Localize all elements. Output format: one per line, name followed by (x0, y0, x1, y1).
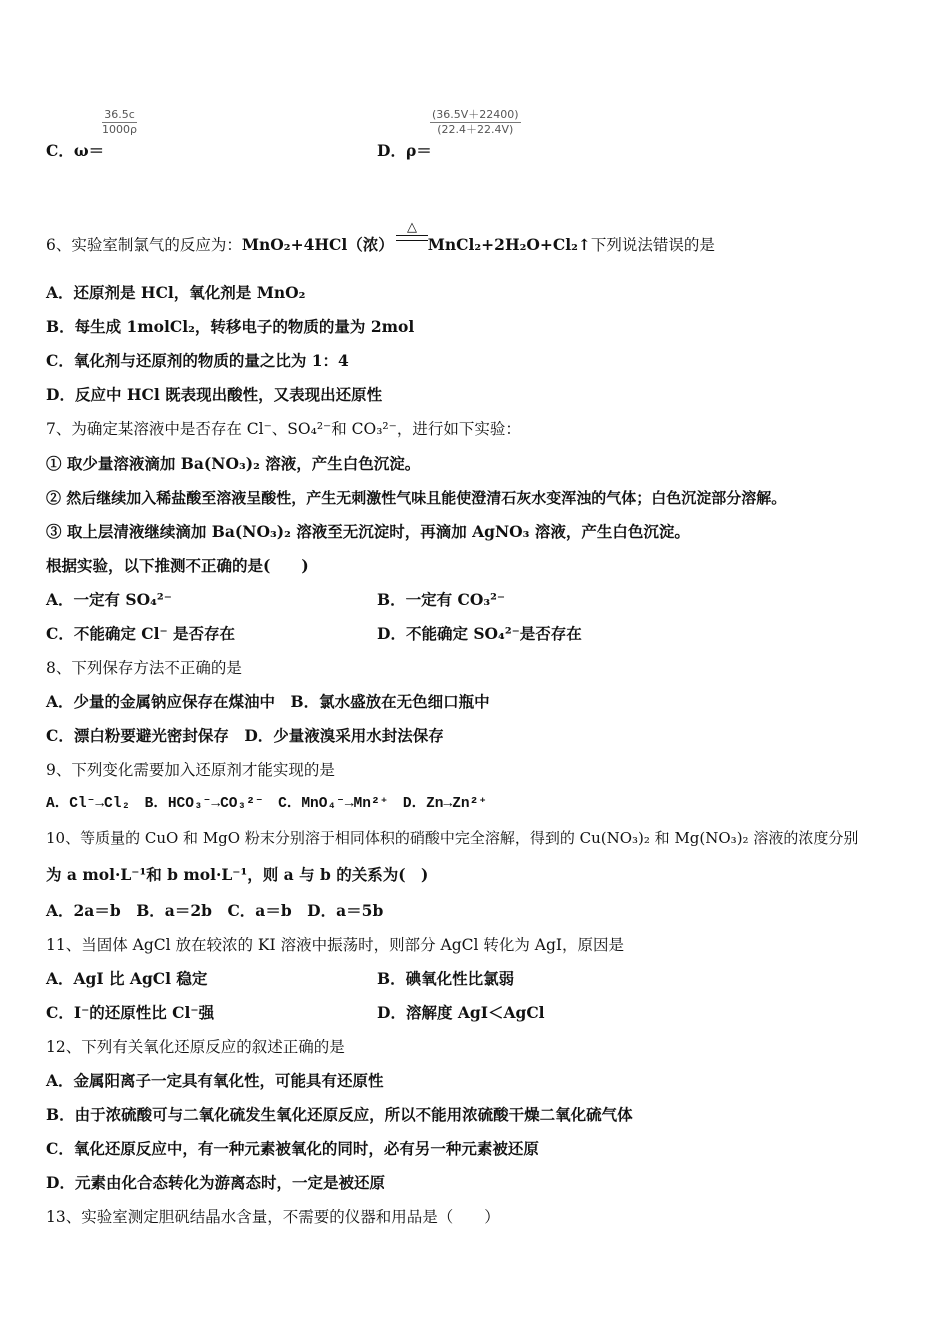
q10-options: A．2a＝b B．a＝2b C．a＝b D．a＝5b (46, 901, 384, 920)
q11-option-d: D．溶解度 AgI＜AgCl (377, 1003, 545, 1022)
q5-option-c: C．ω＝ (46, 141, 105, 160)
q12-stem: 12、下列有关氧化还原反应的叙述正确的是 (46, 1038, 345, 1056)
q6-stem (46, 235, 715, 255)
q5-option-d: D．ρ＝ (377, 141, 432, 160)
q7-question: 根据实验，以下推测不正确的是( ) (46, 556, 309, 575)
fraction-c (102, 108, 137, 136)
q13-stem: 13、实验室测定胆矾结晶水含量，不需要的仪器和用品是（ ） (46, 1208, 500, 1226)
q7-stem: 7、为确定某溶液中是否存在 Cl⁻、SO₄²⁻和 CO₃²⁻，进行如下实验： (46, 420, 521, 438)
q8-options-cd: C．漂白粉要避光密封保存 D．少量液溴采用水封法保存 (46, 726, 444, 745)
q7-option-d: D．不能确定 SO₄²⁻是否存在 (377, 624, 582, 643)
q6-stem-intro: 6、实验室制氯气的反应为： (46, 236, 242, 254)
q10-stem-line1: 10、等质量的 CuO 和 MgO 粉末分别溶于相同体积的硝酸中完全溶解，得到的 Cu(NO₃)₂ 和 Mg(NO₃)₂ 溶液的浓度分别 (46, 829, 859, 847)
q12-option-d: D．元素由化合态转化为游离态时，一定是被还原 (46, 1173, 385, 1192)
fraction-d-denominator: (22.4＋22.4V) (437, 123, 514, 136)
q9-options: A．Cl⁻→Cl₂ B．HCO₃⁻→CO₃²⁻ C．MnO₄⁻→Mn²⁺ D．Zn→Zn²⁺ (46, 796, 488, 812)
q8-options-ab: A．少量的金属钠应保存在煤油中 B．氯水盛放在无色细口瓶中 (46, 692, 490, 711)
q11-option-b: B．碘氧化性比氯弱 (377, 969, 515, 988)
q7-option-a: A．一定有 SO₄²⁻ (46, 590, 172, 609)
fraction-d-numerator: (36.5V＋22400) (432, 108, 519, 121)
q7-step-3: ③ 取上层清液继续滴加 Ba(NO₃)₂ 溶液至无沉淀时，再滴加 AgNO₃ 溶液，产生白色沉淀。 (46, 522, 690, 541)
q10-stem-line2: 为 a mol·L⁻¹和 b mol·L⁻¹，则 a 与 b 的关系为( ) (46, 865, 429, 884)
q12-option-c: C．氧化还原反应中，有一种元素被氧化的同时，必有另一种元素被还原 (46, 1139, 539, 1158)
q9-stem: 9、下列变化需要加入还原剂才能实现的是 (46, 761, 335, 779)
q7-step-2: ② 然后继续加入稀盐酸至溶液呈酸性，产生无刺激性气味且能使澄清石灰水变浑浊的气体；白色沉淀部分溶解。 (46, 489, 787, 507)
q6-option-b: B．每生成 1molCl₂，转移电子的物质的量为 2mol (46, 317, 415, 336)
fraction-c-denominator: 1000ρ (102, 123, 137, 136)
q11-stem: 11、当固体 AgCl 放在较浓的 KI 溶液中振荡时，则部分 AgCl 转化为 AgI，原因是 (46, 936, 625, 954)
heat-delta-icon: △ (407, 220, 417, 235)
q7-option-c: C．不能确定 Cl⁻ 是否存在 (46, 624, 236, 643)
q11-option-a: A．AgI 比 AgCl 稳定 (46, 969, 208, 988)
q8-stem: 8、下列保存方法不正确的是 (46, 659, 242, 677)
q6-stem-question: 下列说法错误的是 (590, 236, 715, 254)
q6-option-c: C．氧化剂与还原剂的物质的量之比为 1：4 (46, 351, 349, 370)
q6-reactants: MnO₂+4HCl（浓） (241, 235, 394, 254)
q6-option-d: D．反应中 HCl 既表现出酸性，又表现出还原性 (46, 385, 383, 404)
q6-products: MnCl₂+2H₂O+Cl₂↑ (427, 235, 591, 254)
q12-option-b: B．由于浓硫酸可与二氧化硫发生氧化还原反应，所以不能用浓硫酸干燥二氧化硫气体 (46, 1105, 633, 1124)
heat-condition (396, 221, 428, 241)
fraction-c-numerator: 36.5c (102, 108, 137, 123)
q11-option-c: C．I⁻的还原性比 Cl⁻强 (46, 1003, 215, 1022)
q7-option-b: B．一定有 CO₃²⁻ (377, 590, 506, 609)
q6-option-a: A．还原剂是 HCl，氧化剂是 MnO₂ (46, 283, 306, 302)
q12-option-a: A．金属阳离子一定具有氧化性，可能具有还原性 (46, 1071, 384, 1090)
fraction-d (430, 108, 521, 136)
q7-step-1: ① 取少量溶液滴加 Ba(NO₃)₂ 溶液，产生白色沉淀。 (46, 454, 421, 473)
reaction-equals-sign (396, 235, 428, 241)
